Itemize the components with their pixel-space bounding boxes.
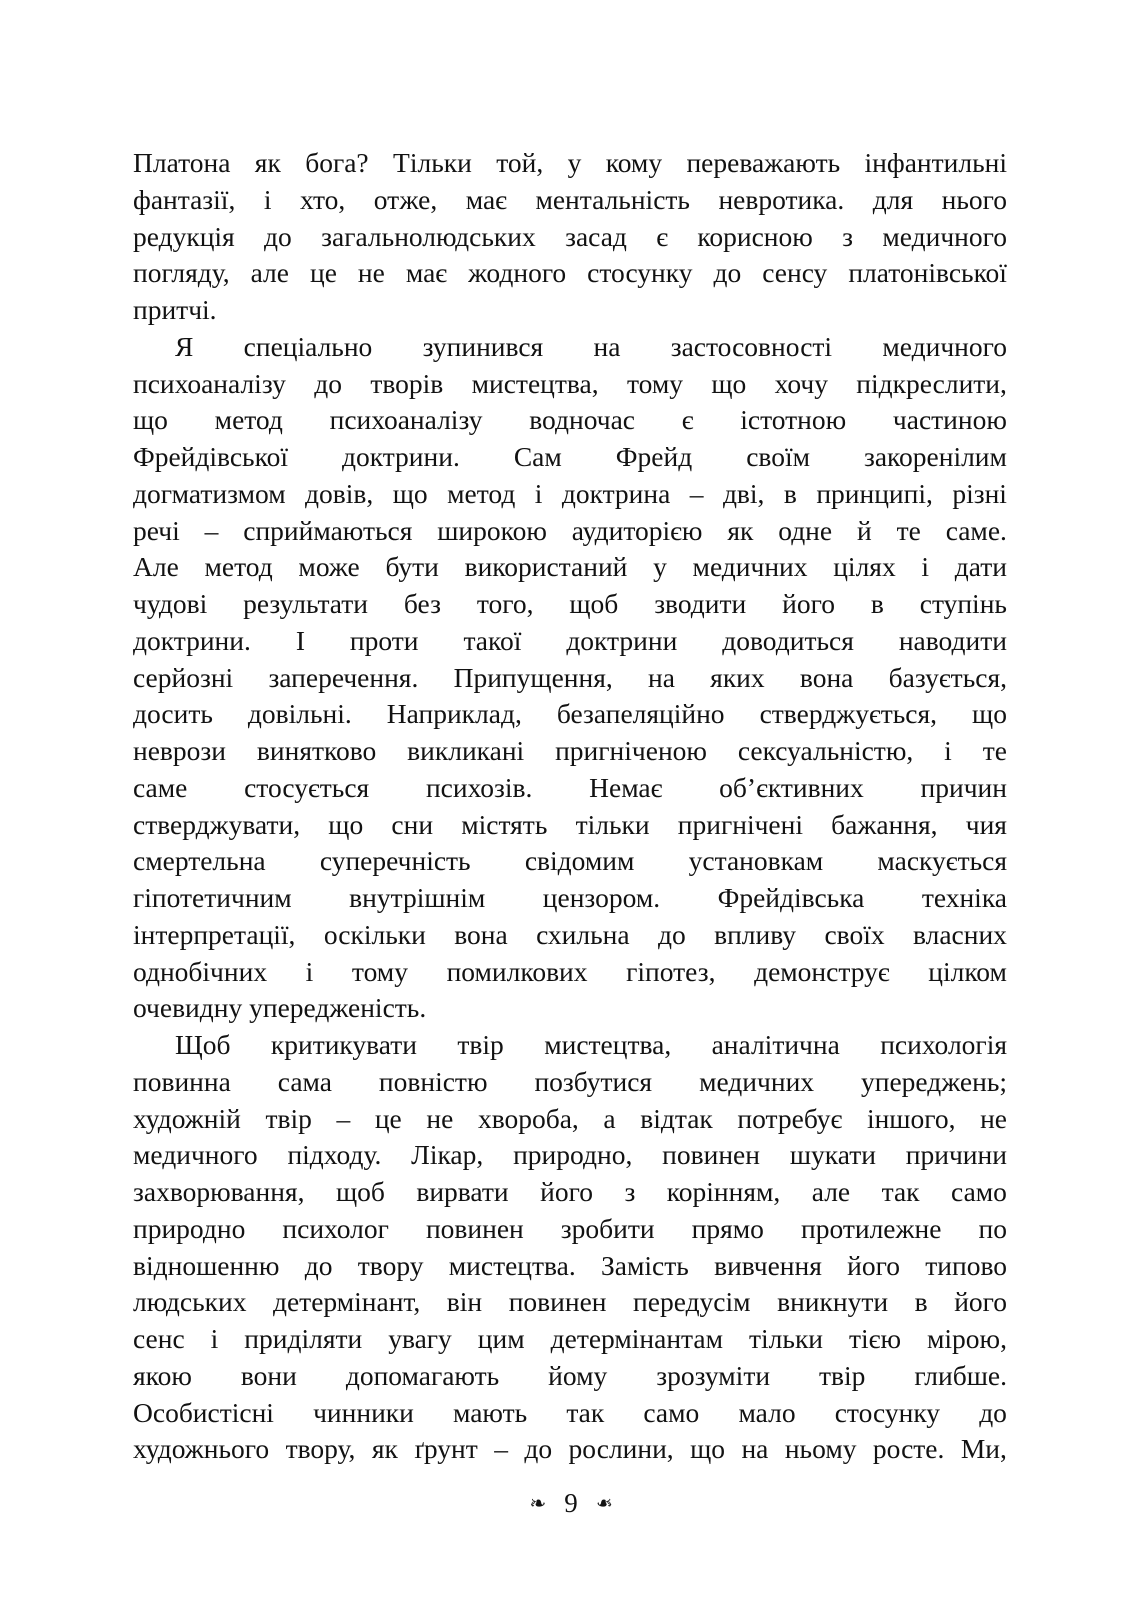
text-line: Платона як бога? Тільки той, у кому переважають інфантильні	[133, 147, 1007, 178]
floral-ornament-right-icon: ❧	[595, 1491, 613, 1515]
text-line: притчі.	[133, 294, 217, 325]
text-line: медичного підходу. Лікар, природно, повинен шукати причини	[133, 1139, 1007, 1171]
text-line: художній твір – це не хвороба, а відтак потребує іншого, не	[133, 1102, 1007, 1134]
text-line: художнього твору, як ґрунт – до рослини, що на ньому росте. Ми,	[133, 1433, 1007, 1465]
text-line: смертельна суперечність свідомим установкам маскується	[133, 845, 1007, 877]
text-line: речі – сприймаються широкою аудиторією як одне й те саме.	[133, 514, 1007, 546]
text-line: фантазії, і хто, отже, має ментальність невротика. для нього	[133, 183, 1007, 215]
text-line: повинна сама повністю позбутися медичних упереджень;	[133, 1065, 1007, 1097]
text-line: людських детермінант, він повинен передусім вникнути в його	[133, 1286, 1007, 1318]
page-number: 9	[564, 1488, 578, 1518]
text-line: чудові результати без того, щоб зводити його в ступінь	[133, 588, 1007, 619]
page-text-block	[133, 145, 1007, 1468]
text-line: погляду, але це не має жодного стосунку до сенсу платонівської	[133, 257, 1007, 289]
text-line: сенс і приділяти увагу цим детермінантам тільки тією мірою,	[133, 1323, 1007, 1354]
text-line: Особистісні чинники мають так само мало стосунку до	[133, 1396, 1007, 1428]
text-line: якою вони допомагають йому зрозуміти твір глибше.	[133, 1359, 1007, 1391]
paragraph	[133, 1027, 1007, 1468]
text-line: Щоб критикувати твір мистецтва, аналітична психологія	[175, 1029, 1007, 1060]
text-line: однобічних і тому помилкових гіпотез, демонструє цілком	[133, 955, 1007, 987]
text-line: Але метод може бути використаний у медичних цілях і дати	[133, 551, 1007, 583]
text-line: редукція до загальнолюдських засад є корисною з медичного	[133, 220, 1007, 252]
page-footer	[0, 1486, 1142, 1520]
text-line: доктрини. І проти такої доктрини доводиться наводити	[133, 624, 1007, 656]
text-line: природно психолог повинен зробити прямо протилежне по	[133, 1212, 1007, 1244]
text-line: психоаналізу до творів мистецтва, тому що хочу підкреслити,	[133, 367, 1007, 399]
text-line: захворювання, щоб вирвати його з корінням, але так само	[133, 1176, 1007, 1207]
paragraph	[133, 145, 1007, 329]
text-line: Фрейдівської доктрини. Сам Фрейд своїм закоренілим	[133, 441, 1007, 472]
text-line: відношенню до твору мистецтва. Замість вивчення його типово	[133, 1249, 1007, 1281]
text-line: Я спеціально зупинився на застосовності медичного	[175, 330, 1007, 362]
text-line: стверджувати, що сни містять тільки пригнічені бажання, чия	[133, 808, 1007, 840]
text-line: інтерпретації, оскільки вона схильна до впливу своїх власних	[133, 918, 1007, 950]
text-line: саме стосується психозів. Немає об’єктивних причин	[133, 771, 1007, 803]
floral-ornament-left-icon: ❧	[529, 1491, 547, 1515]
text-line: досить довільні. Наприклад, безапеляційно стверджується, що	[133, 698, 1007, 730]
text-line: очевидну упередженість.	[133, 992, 427, 1024]
text-line: гіпотетичним внутрішнім цензором. Фрейдівська техніка	[133, 882, 1007, 913]
text-line: догматизмом довів, що метод і доктрина – дві, в принципі, різні	[133, 477, 1007, 509]
paragraph	[133, 329, 1007, 1027]
text-line: серйозні заперечення. Припущення, на яких вона базується,	[133, 661, 1007, 693]
text-line: неврози винятково викликані пригніченою сексуальністю, і те	[133, 735, 1007, 766]
text-line: що метод психоаналізу водночас є істотною частиною	[133, 404, 1007, 436]
